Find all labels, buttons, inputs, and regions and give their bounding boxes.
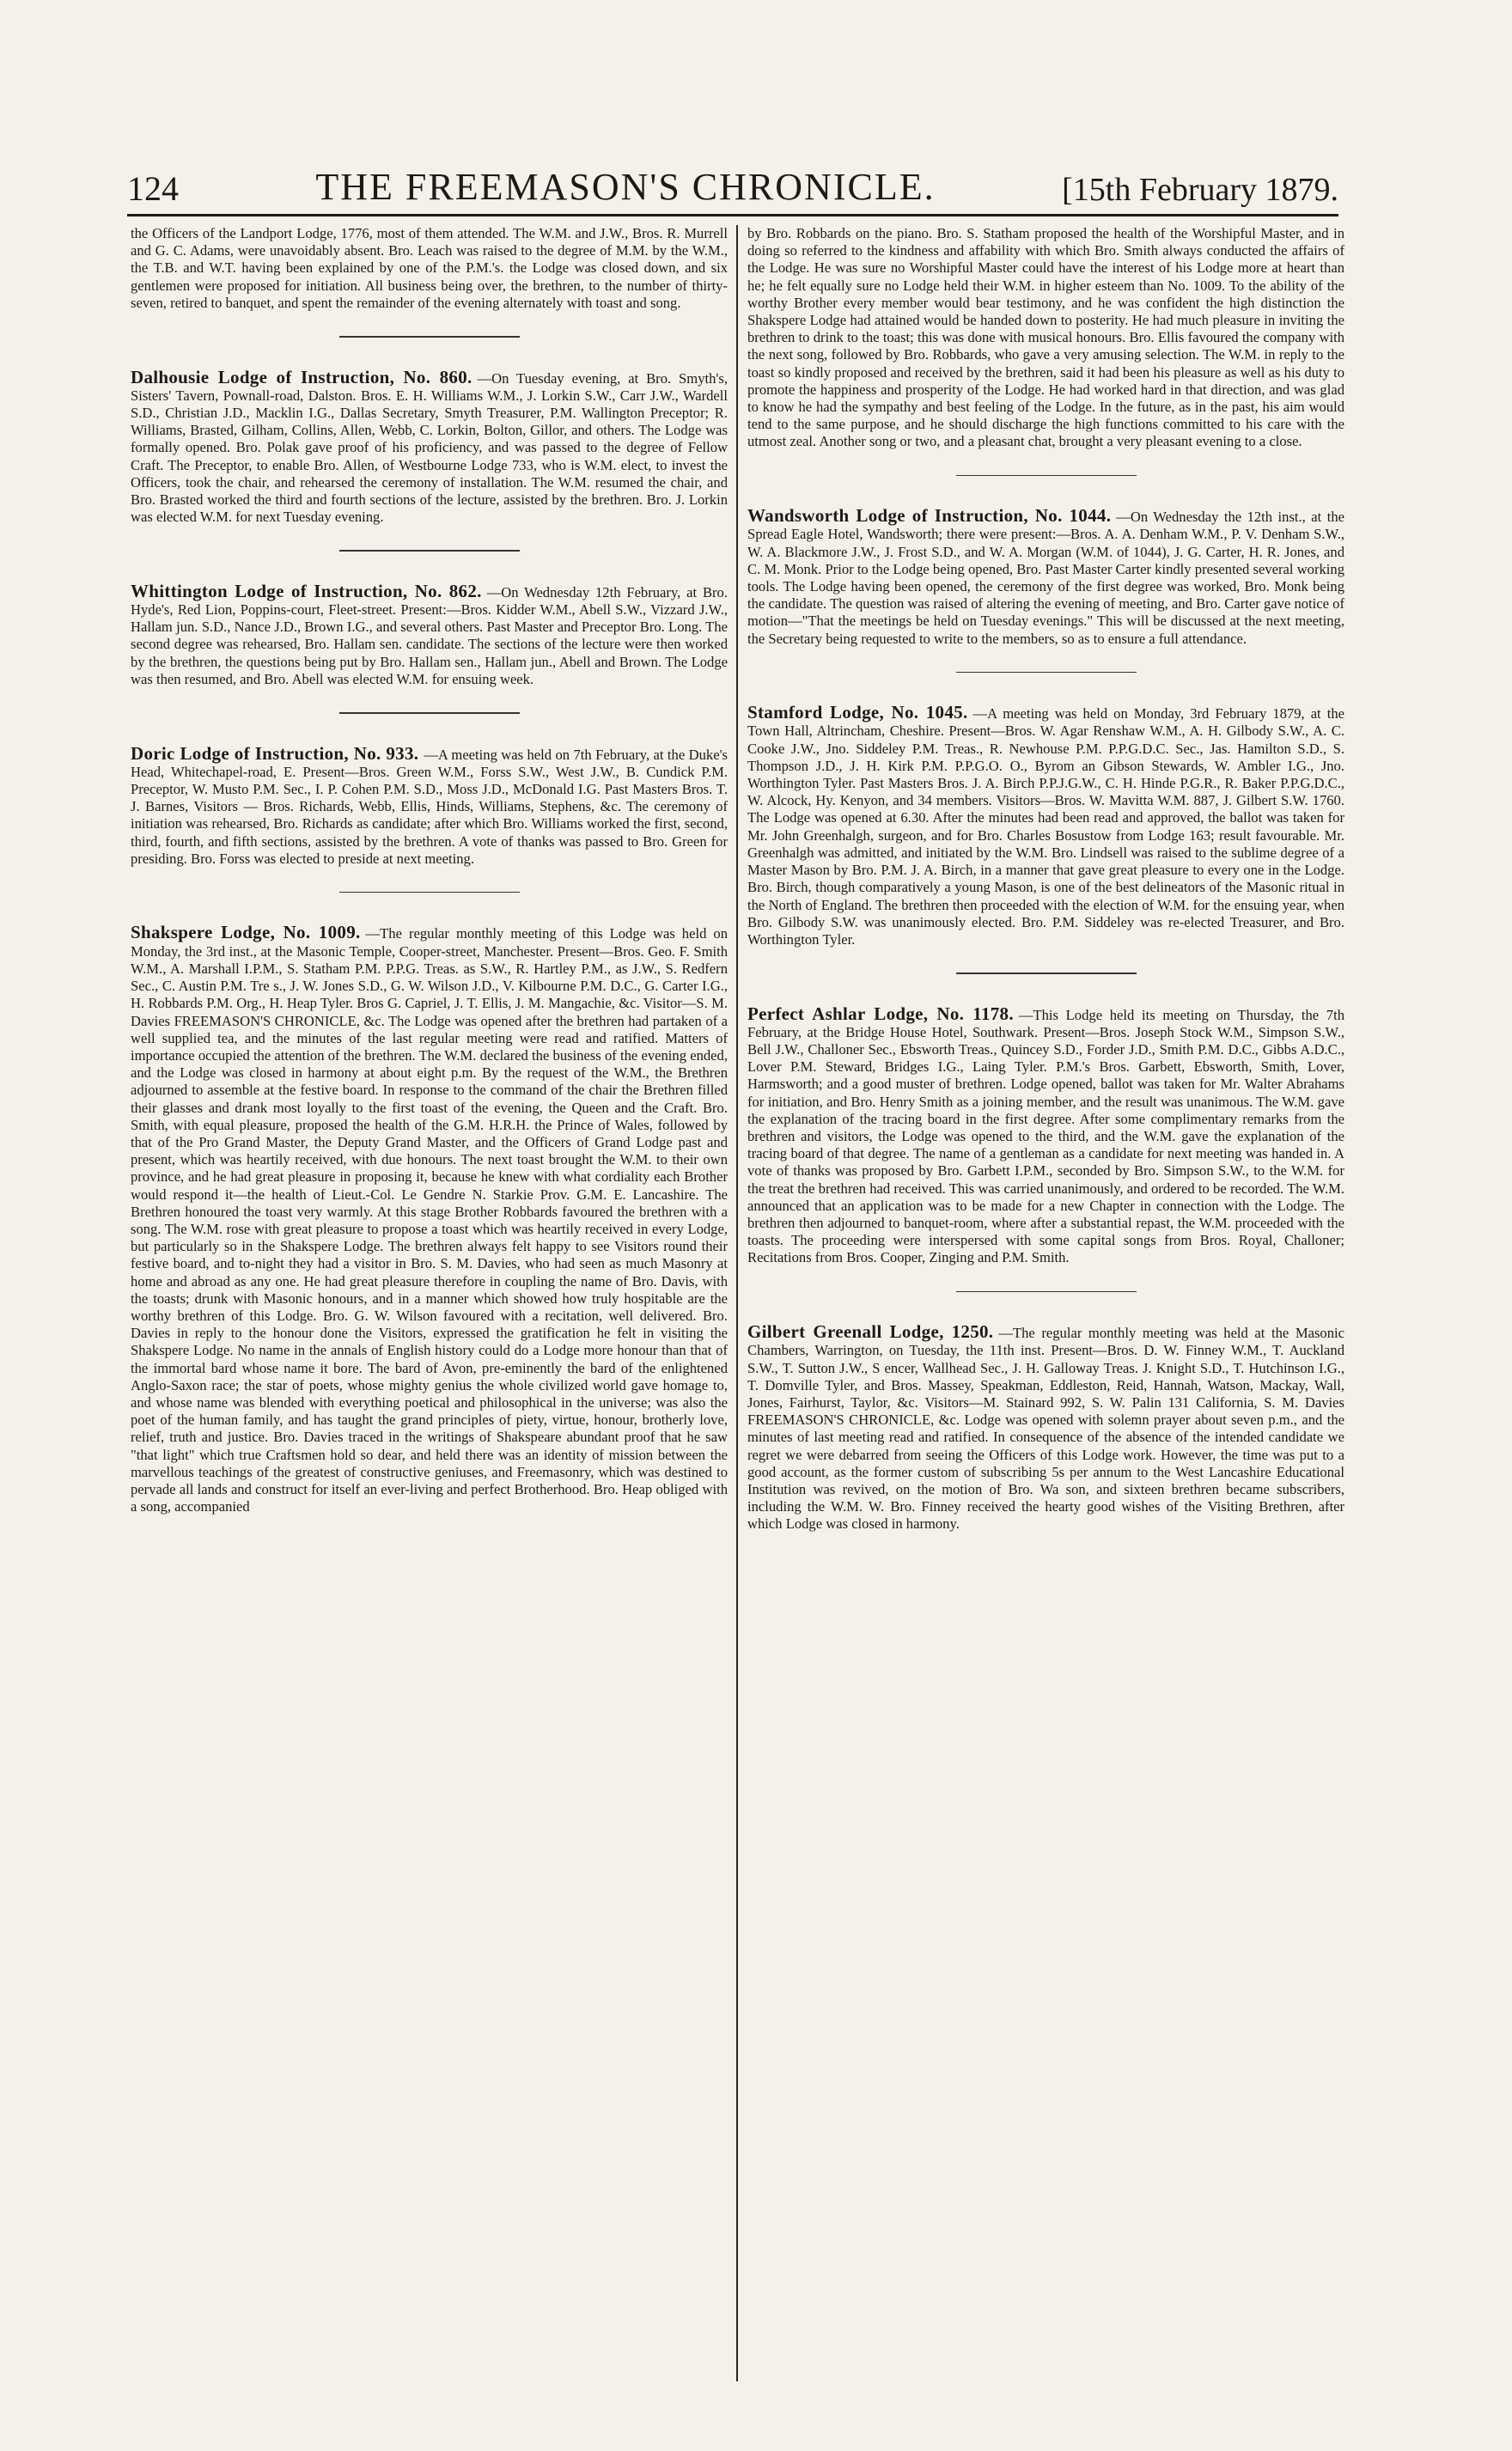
article-text: —The regular monthly meeting was held at the Masonic Chambers, Warrington, on Tuesday, the 11th inst. Present—Bros. D. W. Finney W.M., T. Auckland S.W., T. Sutton J.W., S encer, Wallhead Sec., J. H. Galloway Treas. J. Knight S.D., T. Hutchinson I.G., T. Domville Tyler, and Bros. Massey, Speakman, Eddleston, Reid, Hannah, Watson, Mackay, Wall, Jones, Fairhurst, Taylor, &c. Visitors—M. Stainard 992, S. W. Palin 131 California, S. M. Davies FREEMASON'S CHRONICLE, &c. Lodge was opened with solemn prayer about seven p.m., and the minutes of last meeting read and ratified. In consequence of the absence of the intended candidate we regret we were debarred from seeing the Officers of this Lodge work. However, the time was put to a good account, as the former custom of subscribing 5s per annum to the West Lancashire Educational Institution was revived, on the motion of Bro. Wa son, and sixteen brethren became subscribers, including the W.M. W. Bro. Finney received the hearty good wishes of the Visiting Brethren, after which Lodge was closed in harmony. (747, 1325, 1344, 1533)
article-heading: Whittington Lodge of Instruction, No. 862. (131, 580, 482, 601)
article-shakspere (131, 924, 728, 1515)
article-heading: Wandsworth Lodge of Instruction, No. 1044. (747, 505, 1112, 527)
article-whittington (131, 582, 728, 688)
article-text: —On Wednesday the 12th inst., at the Spread Eagle Hotel, Wandsworth; there were present:—Bros. A. A. Denham W.M., P. V. Denham S.W., W. A. Blackmore J.W., J. Frost S.D., and W. A. Morgan (W.M. of 1044), J. G. Carter, H. R. Jones, and C. M. Monk. Prior to the Lodge being opened, Bro. Past Master Carter kindly presented several working tools. The Lodge having been opened, the ceremony of the first degree was worked, Bro. Monk being the candidate. The question was raised of altering the evening of meeting, and Bro. Carter gave notice of motion—"That the meetings be held on Tuesday evenings." This will be discussed at the next meeting, the Secretary being requested to write to the members, so as to ensure a full attendance. (747, 509, 1344, 647)
section-divider (339, 892, 520, 893)
section-divider (956, 475, 1137, 477)
article-dalhousie (131, 366, 728, 527)
article-heading: Gilbert Greenall Lodge, 1250. (747, 1321, 994, 1343)
section-divider (956, 1291, 1137, 1293)
article-heading: Doric Lodge of Instruction, No. 933. (131, 742, 419, 764)
article-text: the Officers of the Landport Lodge, 1776, most of them attended. The W.M. and J.W., Bros. R. Murrell and G. C. Adams, were unavoidably absent. Bro. Leach was raised to the degree of M.M. by the W.M., the T.B. and W.T. having been explained by one of the P.M.'s. the Lodge was closed down, and six gentlemen were proposed for initiation. All business being over, the brethren, to the number of thirty-seven, retired to banquet, and spent the remainder of the evening alternately with toast and song. (131, 225, 728, 311)
article-wandsworth (747, 507, 1344, 648)
article-text: —This Lodge held its meeting on Thursday, the 7th February, at the Bridge House Hotel, Southwark. Present—Bros. Joseph Stock W.M., Simpson S.W., Bell J.W., Challoner Sec., Ebsworth Treas., Quincey S.D., Forder J.D., Smith P.M. D.C., Gibbs A.D.C., Lover P.M. Steward, Bridges I.G., Laing Tyler. P.M.'s Bros. Garbett, Ebsworth, Smith, Lover, Harmsworth; and a good muster of brethren. Lodge opened, ballot was taken for Mr. Walter Abrahams for initiation, and Bro. Henry Smith as a joining member, and the result was unanimous. The W.M. gave the explanation of the tracing board in the first degree. After some complimentary remarks from the brethren and visitors, the Lodge was opened to the third, and the W.M. gave the explanation of the tracing board of that degree. The name of a gentleman as a candidate for next meeting was handed in. A vote of thanks was proposed by Bro. Garbett I.P.M., seconded by Bro. Simpson S.W., to the W.M. for the treat the brethren had received. This was carried unanimously, and ordered to be recorded. The W.M. announced that an application was to be made for a new Chapter in connection with the Lodge. The brethren then adjourned to banquet-room, where after a substantial repast, the W.M. proceeded with the toasts. The proceeding were interspersed with some capital songs from Bros. Royal, Challoner; Recitations from Bros. Cooper, Zinging and P.M. Smith. (747, 1006, 1344, 1266)
section-divider (956, 672, 1137, 674)
article-heading: Stamford Lodge, No. 1045. (747, 702, 968, 723)
article-text: —A meeting was held on 7th February, at the Duke's Head, Whitechapel-road, E. Present—Bros. Green W.M., Forss S.W., West J.W., B. Cundick P.M. Preceptor, W. Musto P.M. Sec., I. P. Cohen P.M. S.D., Moss J.D., McDonald I.G. Past Masters Bros. T. J. Barnes, Visitors — Bros. Richards, Webb, Ellis, Hinds, Williams, Stephens, &c. The ceremony of initiation was rehearsed, Bro. Richards as candidate; after which Bro. Williams worked the first, second, third, fourth, and fifth sections, assisted by the brethren. A vote of thanks was passed to Bro. Green for presiding. Bro. Forss was elected to preside at next meeting. (131, 746, 728, 867)
section-divider (956, 972, 1137, 974)
article-heading: Dalhousie Lodge of Instruction, No. 860. (131, 366, 472, 387)
column-rule (736, 225, 738, 2381)
right-column (747, 225, 1344, 2390)
issue-date: [15th February 1879. (1062, 172, 1338, 208)
section-divider (339, 550, 520, 552)
page-number: 124 (127, 169, 179, 208)
article-heading: Shakspere Lodge, No. 1009. (131, 922, 361, 943)
article-text: —On Tuesday evening, at Bro. Smyth's, Sisters' Tavern, Pownall-road, Dalston. Bros. E. H. Williams W.M., J. Lorkin S.W., Carr J.W., Wardell S.D., Christian J.D., Macklin I.G., Dallas Secretary, Smyth Treasurer, P.M. Wallington Preceptor; R. Williams, Brasted, Gilham, Collins, Allen, Webb, C. Lorkin, Bolton, Gillor, and others. The Lodge was formally opened. Bro. Polak gave proof of his proficiency, and was passed to the degree of Fellow Craft. The Preceptor, to enable Bro. Allen, of Westbourne Lodge 733, who is W.M. elect, to invest the Officers, took the chair, and rehearsed the ceremony of installation. The W.M. resumed the chair, and Bro. Brasted worked the third and fourth sections of the lecture, assisted by the brethren. Bro. J. Lorkin was elected W.M. for next Tuesday evening. (131, 369, 728, 526)
article-heading: Perfect Ashlar Lodge, No. 1178. (747, 1003, 1014, 1024)
article-perfect-ashlar (747, 1005, 1344, 1267)
article-doric (131, 742, 728, 868)
article-stamford (747, 704, 1344, 948)
article-text: by Bro. Robbards on the piano. Bro. S. Statham proposed the health of the Worshipful Master, and in doing so referred to the kindness and affability with which Bro. Smith always conducted the affairs of the Lodge. He was sure no Worshipful Master could have the interest of his Lodge more at heart than he; he felt equally sure no Lodge held their W.M. in higher esteem than No. 1009. To the ability of the worthy Brother every member would bear testimony, and he was confident the high distinction the Shakspere Lodge had attained would be handed down to posterity. He had much pleasure in inviting the brethren to drink to the toast; this was done with musical honours. Bro. Ellis favoured the company with the next song, followed by Bro. Robbards, who gave a very amusing selection. The W.M. in reply to the toast so kindly proposed and received by the brethren, said it had been his pleasure as well as his duty to promote the happiness and prosperity of the Lodge. He had worked hard in that direction, and was glad to know he had the sympathy and best feeling of the Lodge. In the future, as in the past, his aim would tend to the same purpose, and he should discharge the high functions committed to his care with the utmost zeal. Another song or two, and a pleasant chat, brought a very pleasant evening to a close. (747, 225, 1344, 450)
article-text: —A meeting was held on Monday, 3rd February 1879, at the Town Hall, Altrincham, Cheshire. Present—Bros. W. Agar Renshaw W.M., A. H. Gilbody S.W., A. C. Cooke J.W., Jno. Siddeley P.M. Treas., R. Newhouse P.M. P.P.G.D.C. Sec., Jas. Hamilton S.D., S. Thompson J.D., J. H. Kirk P.M. P.P.G.O. O., Byrom an Gibson Stewards, W. Ambler I.G., Jno. Worthington Tyler. Past Masters Bros. J. A. Birch P.P.J.G.W., C. H. Hinde P.G.R., R. Baker P.P.G.D.C., W. Alcock, Hy. Kenyon, and 34 members. Visitors—Bros. W. Mavitta W.M. 887, J. Gilbert S.W. 1760. The Lodge was opened at 6.30. After the minutes had been read and approved, the ballot was taken for Mr. John Greenhalgh, surgeon, and for Bro. Charles Bosustow from Lodge 163; result favourable. Mr. Greenhalgh was admitted, and initiated by the W.M. Bro. Lindsell was raised to the sublime degree of a Master Mason by Bro. P.M. J. A. Birch, in a manner that gave great pleasure to every one in the Lodge. Bro. Birch, though comparatively a young Mason, is one of the best delineators of the Masonic ritual in the North of England. The brethren then proceeded with the election of W.M. for the ensuing year, when Bro. Gilbody S.W. was unanimously elected. Bro. P.M. Siddeley was re-elected Treasurer, and Bro. Worthington Tyler. (747, 705, 1344, 948)
masthead (127, 156, 1338, 216)
article-gilbert-greenall (747, 1323, 1344, 1533)
newspaper-title: THE FREEMASON'S CHRONICLE. (315, 166, 936, 208)
article-text: —The regular monthly meeting of this Lodge was held on Monday, the 3rd inst., at the Masonic Temple, Cooper-street, Manchester. Present—Bros. Geo. F. Smith W.M., A. Marshall I.P.M., S. Statham P.M. P.P.G. Treas. as S.W., R. Hartley P.M., as J.W., S. Redfern Sec., C. Austin P.M. Tre s., J. W. Jones S.D., G. W. Wilson J.D., V. Kilbourne P.M. D.C., G. Carter I.G., H. Robbards P.M. Org., H. Heap Tyler. Bros G. Capriel, J. T. Ellis, J. M. Mangachie, &c. Visitor—S. M. Davies FREEMASON'S CHRONICLE, &c. The Lodge was opened after the brethren had partaken of a well supplied tea, and the minutes of the last regular meeting were read and ratified. Matters of importance occupied the attention of the brethren. The W.M. declared the business of the evening ended, and the Lodge was closed in harmony at about eight p.m. By the request of the W.M., the Brethren adjourned to assemble at the festive board. In response to the command of the chair the Brethren filled their glasses and drank most loyally to the first toast of the evening, the Queen and the Craft. Bro. Smith, with equal pleasure, proposed the health of the G.M. H.R.H. the Prince of Wales, followed by that of the Pro Grand Master, the Deputy Grand Master, and the Officers of Grand Lodge past and present, which was heartily received, with due honours. The next toast brought the W.M. to their own province, and he had great pleasure in proposing it, because he knew with what cordiality each Brother would respond it—the health of Lieut.-Col. Le Gendre N. Starkie Prov. G.M. E. Lancashire. The Brethren honoured the toast very warmly. At this stage Brother Robbards favoured the brethren with a song. The W.M. rose with great pleasure to propose a toast which was heartily received in every Lodge, but particularly so in the Shakspere Lodge. The brethren always felt happy to see Visitors round their festive board, and to-night they had a visitor in Bro. S. M. Davies, who had seen as much Masonry at home and abroad as any one. He had great pleasure therefore in coupling the name of Bro. Davis, with the toasts; drunk with Masonic honours, and in a manner which showed how truly hospitable are the worthy brethren of this Lodge. Bro. G. W. Wilson favoured with a recitation, well delivered. Bro. Davies in reply to the honour done the Visitors, expressed the gratification he felt in visiting the Shakspere Lodge. No name in the annals of English history could do a Lodge more honour than that of the immortal bard whose name it bore. The bard of Avon, pre-eminently the bard of the enlightened Anglo-Saxon race; the star of poets, whose mighty genius the whole civilized world gave homage to, and whose name was blended with everything poetical and philosophical in the universe; was also the poet of the human family, and has taught the grand principles of piety, virtue, honour, brotherly love, relief, truth and justice. Bro. Davies traced in the writings of Shakspeare abundant proof that he saw "that light" which true Craftsmen hold so dear, and held there was an identity of mission between the marvellous teachings of the greatest of constructive geniuses, and Freemasonry, which was destined to pervade all lands and construct for itself an ever-living and perfect Brotherhood. Bro. Heap obliged with a song, accompanied (131, 925, 728, 1515)
article-text: —On Wednesday 12th February, at Bro. Hyde's, Red Lion, Poppins-court, Fleet-street. Present:—Bros. Kidder W.M., Abell S.W., Vizzard J.W., Hallam jun. S.D., Nance J.D., Brown I.G., and several others. Past Master and Preceptor Bro. Long. The second degree was rehearsed, Bro. Hallam sen. candidate. The sections of the lecture were then worked by the brethren, the questions being put by Bro. Hallam sen., Hallam jun., Abell and Brown. The Lodge was then resumed, and Bro. Abell was elected W.M. for ensuing week. (131, 583, 728, 687)
section-divider (339, 712, 520, 714)
left-column (131, 225, 728, 2390)
section-divider (339, 336, 520, 338)
